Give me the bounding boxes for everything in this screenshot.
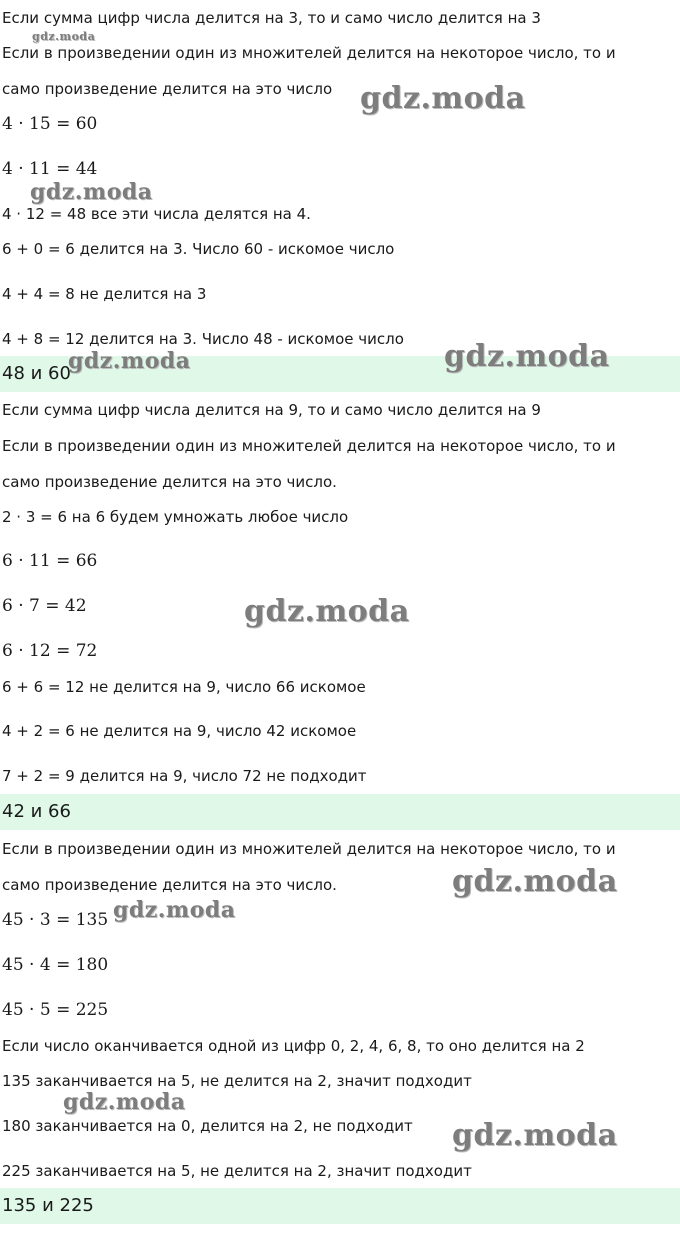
solution-line: 7 + 2 = 9 делится на 9, число 72 не подходит <box>2 767 367 785</box>
equation-line: 4 · 11 = 44 <box>2 159 98 179</box>
watermark-logo: gdz.moda <box>113 897 236 923</box>
equation-line: 45 · 5 = 225 <box>2 1000 109 1020</box>
answer-band <box>0 1188 680 1224</box>
watermark-logo: gdz.moda <box>444 339 610 374</box>
solution-line: 6 + 0 = 6 делится на 3. Число 60 - искомое число <box>2 240 395 258</box>
watermark-logo: gdz.moda <box>452 1118 618 1153</box>
rule-text: Если сумма цифр числа делится на 9, то и само число делится на 9 <box>2 401 541 419</box>
solution-line: 4 + 8 = 12 делится на 3. Число 48 - искомое число <box>2 330 404 348</box>
watermark-logo: gdz.moda <box>32 30 96 43</box>
solution-line: 6 + 6 = 12 не делится на 9, число 66 искомое <box>2 678 366 696</box>
rule-text: Если сумма цифр числа делится на 3, то и само число делится на 3 <box>2 9 541 27</box>
solution-line: 225 заканчивается на 5, не делится на 2, значит подходит <box>2 1162 472 1180</box>
answer-band <box>0 794 680 830</box>
solution-line: 135 заканчивается на 5, не делится на 2, значит подходит <box>2 1072 472 1090</box>
solution-line: 2 · 3 = 6 на 6 будем умножать любое число <box>2 508 349 526</box>
watermark-logo: gdz.moda <box>244 594 410 629</box>
watermark-logo: gdz.moda <box>360 81 526 116</box>
solution-line: 4 · 12 = 48 все эти числа делятся на 4. <box>2 205 311 223</box>
answer-text: 48 и 60 <box>2 363 71 384</box>
rule-text: Если в произведении один из множителей делится на некоторое число, то и <box>2 437 616 455</box>
rule-text: само произведение делится на это число <box>2 80 333 98</box>
rule-text: само произведение делится на это число. <box>2 876 337 894</box>
solution-line: Если число оканчивается одной из цифр 0, 2, 4, 6, 8, то оно делится на 2 <box>2 1037 585 1055</box>
rule-text: само произведение делится на это число. <box>2 473 337 491</box>
answer-text: 135 и 225 <box>2 1195 94 1216</box>
equation-line: 4 · 15 = 60 <box>2 114 98 134</box>
equation-line: 45 · 3 = 135 <box>2 910 109 930</box>
equation-line: 6 · 11 = 66 <box>2 551 98 571</box>
answer-text: 42 и 66 <box>2 801 71 822</box>
solution-line: 4 + 4 = 8 не делится на 3 <box>2 285 207 303</box>
equation-line: 45 · 4 = 180 <box>2 955 109 975</box>
watermark-logo: gdz.moda <box>63 1089 186 1115</box>
solution-line: 180 заканчивается на 0, делится на 2, не подходит <box>2 1117 413 1135</box>
watermark-logo: gdz.moda <box>68 348 191 374</box>
equation-line: 6 · 12 = 72 <box>2 641 98 661</box>
watermark-logo: gdz.moda <box>30 179 153 205</box>
rule-text: Если в произведении один из множителей делится на некоторое число, то и <box>2 44 616 62</box>
rule-text: Если в произведении один из множителей делится на некоторое число, то и <box>2 840 616 858</box>
solution-line: 4 + 2 = 6 не делится на 9, число 42 искомое <box>2 722 357 740</box>
equation-line: 6 · 7 = 42 <box>2 596 87 616</box>
watermark-logo: gdz.moda <box>452 864 618 899</box>
